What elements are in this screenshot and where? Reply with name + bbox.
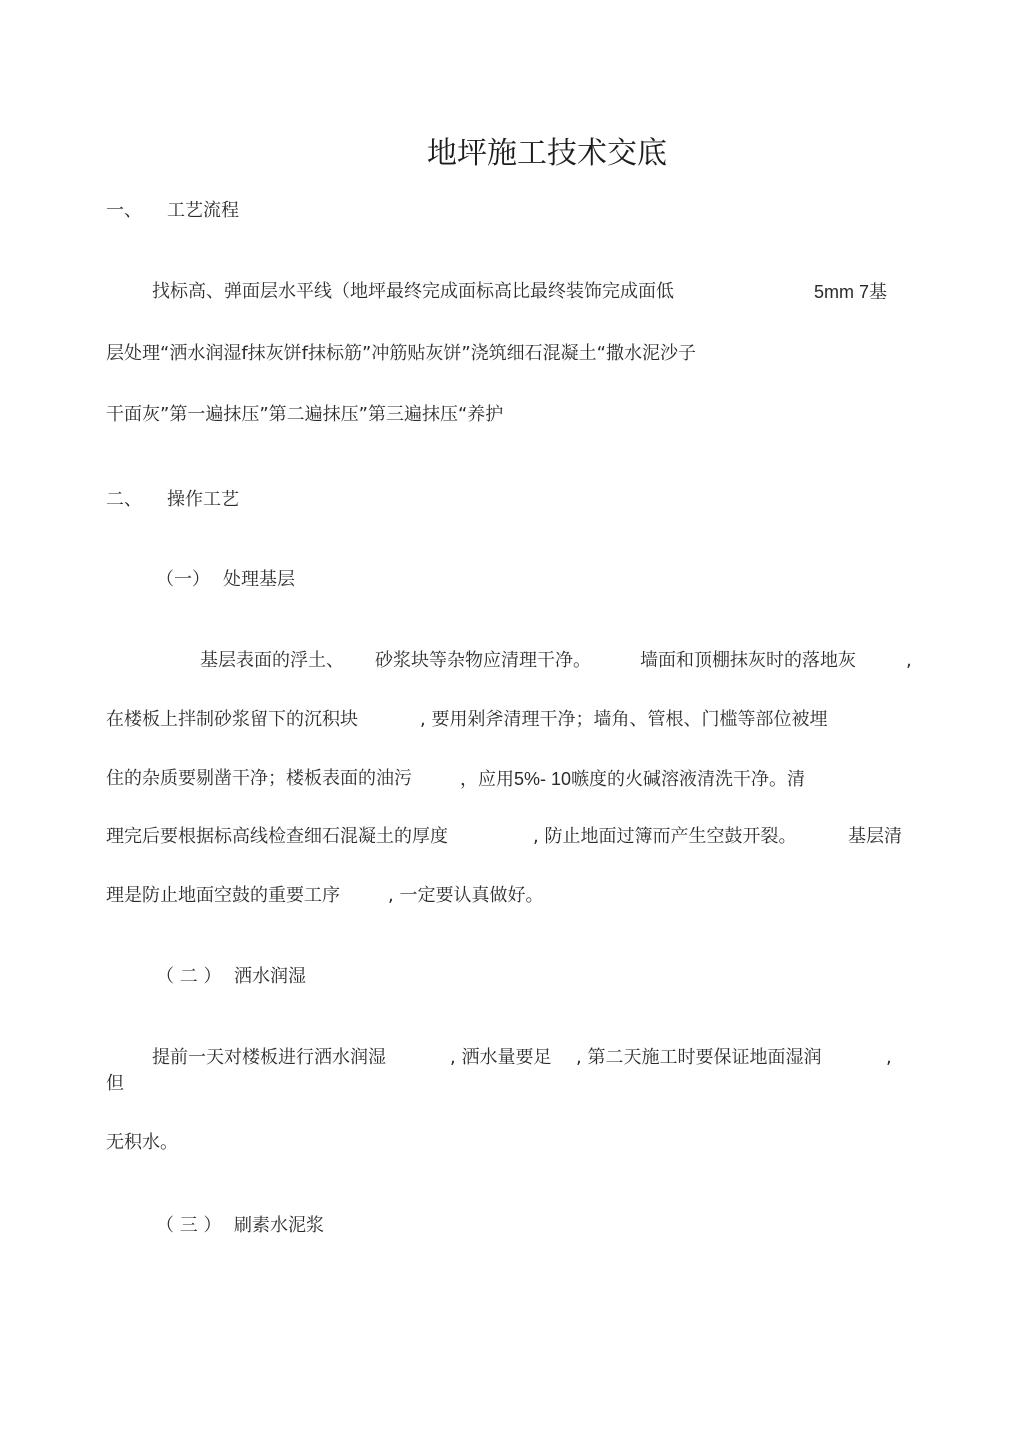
subsection-1-heading: 处理基层 xyxy=(223,569,295,590)
base-line-1d: , xyxy=(906,650,912,671)
base-line-5b: , 一定要认真做好。 xyxy=(388,885,544,906)
wetting-line-1d: , xyxy=(886,1047,892,1068)
subsection-3-heading: 刷素水泥浆 xyxy=(234,1215,324,1236)
wetting-line-1c: , 第二天施工时要保证地面湿润 xyxy=(576,1047,822,1068)
base-line-1a: 基层表面的浮土、 xyxy=(200,650,344,671)
subsection-2-heading: 洒水润湿 xyxy=(234,966,306,987)
process-line-3: 干面灰”第一遍抹压”第二遍抹压”第三遍抹压“养护 xyxy=(106,404,504,425)
base-line-2b: , 要用剁斧清理干净；墙角、管根、门槛等部位被埋 xyxy=(420,709,828,730)
wetting-line-1b: , 洒水量要足 xyxy=(450,1047,552,1068)
section-2-number: 二、 xyxy=(106,489,142,510)
process-line-2: 层处理“洒水润湿f抹灰饼f抹标筋”冲筋贴灰饼”浇筑细石混凝土“撒水泥沙子 xyxy=(106,343,696,364)
section-1-heading: 工艺流程 xyxy=(167,200,239,221)
base-line-3a: 住的杂质要剔凿干净；楼板表面的油污 xyxy=(106,768,412,789)
subsection-1-number: （一） xyxy=(156,569,210,590)
base-line-4b: , 防止地面过簿而产生空鼓开裂。 xyxy=(533,826,797,847)
wetting-line-1a: 提前一天对楼板进行洒水润湿 xyxy=(152,1047,386,1068)
base-line-1b: 砂浆块等杂物应清理干净。 xyxy=(375,650,591,671)
base-line-3b: ，应用5%- 10嗾度的火碱溶液清洗干净。清 xyxy=(460,769,806,789)
wetting-line-2: 但 xyxy=(106,1073,124,1094)
section-2-heading: 操作工艺 xyxy=(167,489,239,510)
subsection-3-number: （ 三 ） xyxy=(156,1215,222,1236)
base-line-4a: 理完后要根据标高线检查细石混凝土的厚度 xyxy=(106,826,448,847)
document-title: 地坪施工技术交底 xyxy=(427,136,667,171)
subsection-2-number: （ 二 ） xyxy=(156,966,222,987)
process-line-1-tail: 5mm 7基 xyxy=(814,282,888,302)
base-line-2a: 在楼板上拌制砂浆留下的沉积块 xyxy=(106,709,358,730)
section-1-number: 一、 xyxy=(106,200,142,221)
base-line-4c: 基层清 xyxy=(848,826,902,847)
wetting-line-3: 无积水。 xyxy=(106,1132,178,1153)
base-line-1c: 墙面和顶棚抹灰时的落地灰 xyxy=(640,650,856,671)
base-line-5a: 理是防止地面空鼓的重要工序 xyxy=(106,885,340,906)
process-line-1: 找标高、弹面层水平线（地坪最终完成面标高比最终装饰完成面低 xyxy=(152,281,674,302)
